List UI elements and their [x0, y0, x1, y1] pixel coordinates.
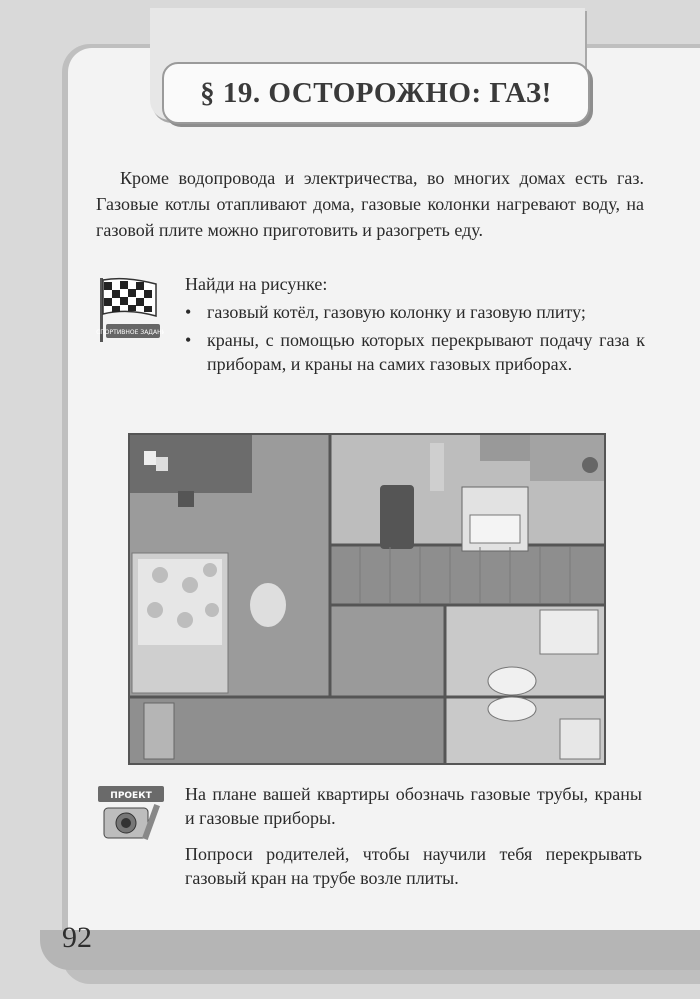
- task-item: • газовый котёл, газовую колонку и газовую плиту;: [185, 302, 586, 322]
- intro-paragraph: Кроме водопровода и электричества, во многих домах есть газ. Газовые котлы отапливают дома, газовые колонки нагревают воду, на газовой плите можно приготовить и разогреть еду.: [96, 168, 644, 240]
- project-block: [185, 782, 642, 902]
- project-icon-label: ПРОЕКТ: [110, 791, 152, 801]
- flag-icon-caption: СПОРТИВНОЕ ЗАДАНИЕ: [96, 329, 164, 336]
- bullet-icon: •: [185, 330, 192, 350]
- page-title: § 19. ОСТОРОЖНО: ГАЗ!: [200, 76, 552, 109]
- title-box: [162, 62, 590, 124]
- task-item: • краны, с помощью которых перекрывают подачу газа к приборам, и краны на самих газовых приборах.: [185, 330, 645, 374]
- task-list: [185, 300, 645, 376]
- page-bottom-band: [40, 930, 700, 970]
- bullet-icon: •: [185, 302, 192, 322]
- project-paragraph-2: Попроси родителей, чтобы научили тебя перекрывать газовый кран на трубе возле плиты.: [185, 844, 642, 888]
- page-number: 92: [62, 921, 92, 954]
- project-paragraph-1: На плане вашей квартиры обозначь газовые трубы, краны и газовые приборы.: [185, 784, 642, 828]
- task-heading: Найди на рисунке:: [185, 274, 328, 294]
- task-block: [185, 272, 645, 380]
- project-camera-icon: [96, 784, 168, 846]
- apartment-plan-illustration: [128, 433, 606, 765]
- checkered-flag-icon: [96, 276, 164, 344]
